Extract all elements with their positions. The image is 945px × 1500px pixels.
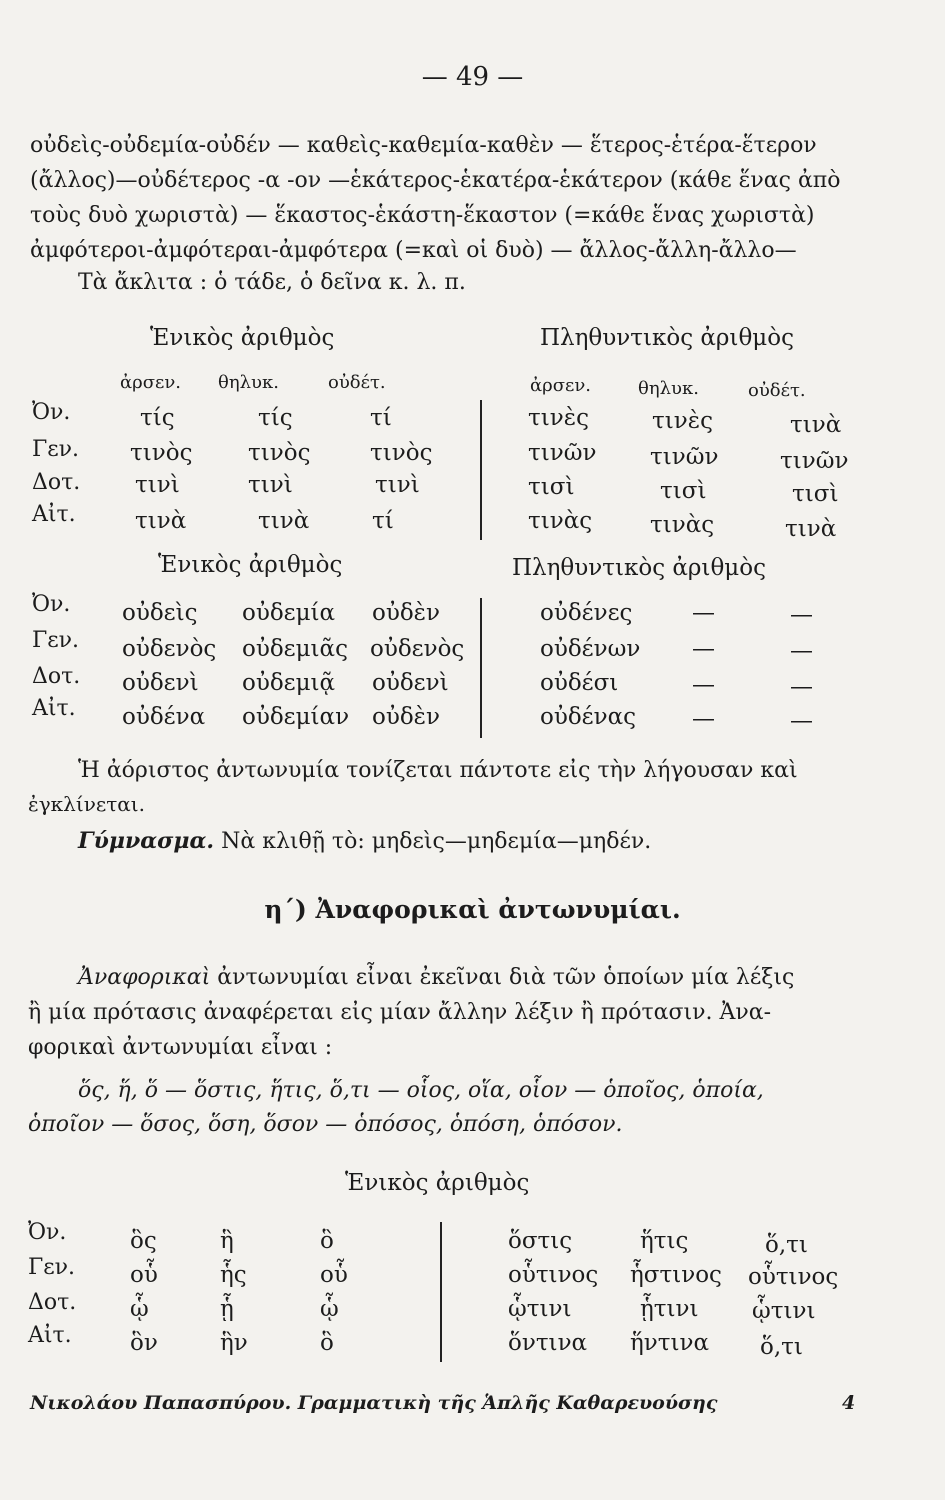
table-cell: — [790, 708, 813, 734]
table-cell: οὐδεμίαν [242, 704, 350, 730]
table-cell: τισὶ [528, 474, 575, 500]
table-cell: — [692, 636, 715, 662]
table-cell: οὐδέσι [540, 670, 619, 696]
table-cell: τισὶ [660, 478, 707, 504]
table2-plural-header: Πληθυντικὸς ἀριθμὸς [512, 555, 766, 581]
table-cell: τινὶ [135, 472, 180, 498]
table-cell: οὗ [320, 1262, 348, 1288]
table-cell: τινὶ [248, 472, 293, 498]
definition-line: φορικαὶ ἀντωνυμίαι εἶναι : [28, 1035, 333, 1060]
table-cell: τισὶ [792, 481, 839, 507]
case-label: Γεν. [32, 437, 80, 462]
definition-text: ἀντωνυμίαι εἶναι ἐκεῖναι διὰ τῶν ὁποίων μία λέξις [210, 965, 795, 990]
definition-line: ἢ μία πρότασις ἀναφέρεται εἰς μίαν ἄλλην λέξιν ἢ πρότασιν. Ἀνα- [28, 1000, 772, 1025]
case-label: Ὀν. [32, 400, 71, 425]
table-cell: ἣν [220, 1330, 248, 1356]
intro-paragraph [30, 128, 890, 268]
table-cell: ἥντινα [630, 1330, 710, 1356]
relative-forms-line: ὁποῖον — ὅσος, ὅση, ὅσον — ὁπόσος, ὁπόση, ὁπόσον. [28, 1112, 623, 1137]
table-cell: οὐδεμία [242, 600, 336, 626]
table-cell: οὐδενὸς [122, 636, 217, 662]
case-label: Γεν. [32, 628, 80, 653]
table-cell: ᾗτινι [640, 1296, 699, 1322]
table-cell: οὐδένα [122, 704, 206, 730]
table-cell: — [790, 602, 813, 628]
table1-plural-header: Πληθυντικὸς ἀριθμὸς [540, 325, 794, 351]
table-cell: — [692, 706, 715, 732]
table-cell: ᾗ [220, 1296, 234, 1322]
case-label: Αἰτ. [28, 1323, 72, 1348]
table-cell: οὐδενὶ [122, 670, 199, 696]
table-cell: οὐδένας [540, 704, 636, 730]
exercise-text: Νὰ κλιθῇ τὸ: μηδεὶς—μηδεμία—μηδέν. [221, 829, 652, 854]
table-cell: τινὰς [528, 508, 593, 534]
table-cell: οὐδεμιᾷ [242, 670, 336, 696]
table-cell: τινῶν [780, 448, 849, 474]
table-cell: τινὸς [130, 440, 193, 466]
accent-note-line: Ἡ ἀόριστος ἀντωνυμία τονίζεται πάντοτε εἰς τὴν λήγουσαν καὶ [78, 758, 798, 783]
definition-line [78, 965, 794, 990]
table-cell: — [790, 638, 813, 664]
intro-line: τοὺς δυὸ χωριστὰ) — ἕκαστος-ἑκάστη-ἕκαστον (=κάθε ἕνας χωριστὰ) [30, 203, 815, 228]
table-cell: τινὶ [375, 472, 420, 498]
table-cell: τινῶν [528, 440, 597, 466]
footer-signature-number: 4 [842, 1392, 856, 1414]
table-cell: — [790, 674, 813, 700]
aklita-line: Τὰ ἄκλιτα : ὁ τάδε, ὁ δεῖνα κ. λ. π. [78, 270, 466, 295]
table-cell: τινὰ [258, 508, 310, 534]
table-cell: οὐδένων [540, 636, 641, 662]
table-cell: οὐδενὶ [372, 670, 449, 696]
table-cell: τινῶν [650, 444, 719, 470]
footer-title: Νικολάου Παπασπύρου. Γραμματικὴ τῆς Ἁπλῆς Καθαρευούσης [30, 1392, 718, 1414]
table-cell: οὐδεμιᾶς [242, 636, 348, 662]
table-cell: — [692, 600, 715, 626]
table-cell: οὐδὲν [372, 600, 441, 626]
exercise-line [78, 828, 651, 854]
table-cell: ὃς [130, 1228, 157, 1254]
table1-divider [480, 400, 482, 540]
table-cell: τινὰ [135, 508, 187, 534]
table-cell: οὗτινος [748, 1264, 839, 1290]
table-cell: ᾧτινι [508, 1296, 572, 1322]
gender-fem: θηλυκ. [218, 372, 279, 393]
table-cell: τί [372, 508, 394, 534]
table-cell: οὗτινος [508, 1262, 599, 1288]
table1-singular-header: Ἑνικὸς ἀριθμὸς [150, 325, 335, 351]
gender-masc: ἀρσεν. [120, 372, 182, 393]
table-cell: ὅστις [508, 1228, 573, 1254]
gender-masc: ἀρσεν. [530, 375, 592, 396]
case-label: Δοτ. [28, 1290, 77, 1315]
table-cell: ᾧ [130, 1296, 149, 1322]
gender-neut: οὐδέτ. [748, 380, 806, 401]
table-cell: ὃν [130, 1330, 158, 1356]
table-cell: τίς [258, 405, 293, 431]
table-cell: ὃ [320, 1330, 334, 1356]
table-cell: ὅ,τι [760, 1334, 803, 1360]
case-label: Γεν. [28, 1255, 76, 1280]
section-title: η΄) Ἀναφορικαὶ ἀντωνυμίαι. [264, 895, 681, 924]
table3-header: Ἑνικὸς ἀριθμὸς [345, 1170, 530, 1196]
table-cell: ὅ,τι [765, 1232, 808, 1258]
table-cell: ᾧ [320, 1296, 339, 1322]
intro-line: ἀμφότεροι-ἀμφότεραι-ἀμφότερα (=καὶ οἱ δυὸ) — ἄλλος-ἄλλη-ἄλλο— [30, 238, 797, 263]
page-number: — 49 — [421, 62, 524, 92]
table-cell: τινὲς [528, 405, 589, 431]
table-cell: οὗ [130, 1262, 158, 1288]
table-cell: τί [370, 405, 392, 431]
case-label: Αἰτ. [32, 696, 76, 721]
table-cell: τίς [140, 405, 175, 431]
table-cell: τινὰς [650, 512, 715, 538]
table3-divider [440, 1222, 442, 1362]
case-label: Ὀν. [32, 592, 71, 617]
intro-line: (ἄλλος)—οὐδέτερος -α -ον —ἑκάτερος-ἑκατέρα-ἑκάτερον (κάθε ἕνας ἀπὸ [30, 168, 841, 193]
table2-singular-header: Ἑνικὸς ἀριθμὸς [158, 552, 343, 578]
table-cell: ἧστινος [630, 1262, 722, 1288]
table-cell: τινὸς [370, 440, 433, 466]
table-cell: οὐδεὶς [122, 600, 198, 626]
table-cell: ἧς [220, 1262, 247, 1288]
case-label: Ὀν. [28, 1220, 67, 1245]
relative-forms-line: ὅς, ἥ, ὅ — ὅστις, ἥτις, ὅ,τι — οἷος, οἵα, οἷον — ὁποῖος, ὁποία, [78, 1078, 764, 1103]
table-cell: τινὸς [248, 440, 311, 466]
table-cell: οὐδενὸς [370, 636, 465, 662]
definition-term: Ἀναφορικαὶ [78, 965, 211, 990]
table-cell: οὐδὲν [372, 704, 441, 730]
exercise-label: Γύμνασμα. [78, 828, 215, 854]
table-cell: τινὰ [785, 516, 837, 542]
table-cell: τινὲς [652, 408, 713, 434]
table-cell: ὅντινα [508, 1330, 588, 1356]
table-cell: οὐδένες [540, 600, 633, 626]
gender-fem: θηλυκ. [638, 378, 699, 399]
case-label: Αἰτ. [32, 502, 76, 527]
table-cell: ἣ [220, 1228, 234, 1254]
case-label: Δοτ. [32, 664, 81, 689]
table-cell: τινὰ [790, 412, 842, 438]
table-cell: ὃ [320, 1228, 334, 1254]
intro-line: οὐδεὶς-οὐδεμία-οὐδέν — καθεὶς-καθεμία-καθὲν — ἕτερος-ἑτέρα-ἕτερον [30, 133, 817, 158]
accent-note-line: ἐγκλίνεται. [28, 792, 145, 816]
table2-divider [480, 598, 482, 738]
table-cell: ᾧτινι [752, 1298, 816, 1324]
table-cell: — [692, 672, 715, 698]
case-label: Δοτ. [32, 470, 81, 495]
gender-neut: οὐδέτ. [328, 372, 386, 393]
table-cell: ἥτις [640, 1228, 689, 1254]
